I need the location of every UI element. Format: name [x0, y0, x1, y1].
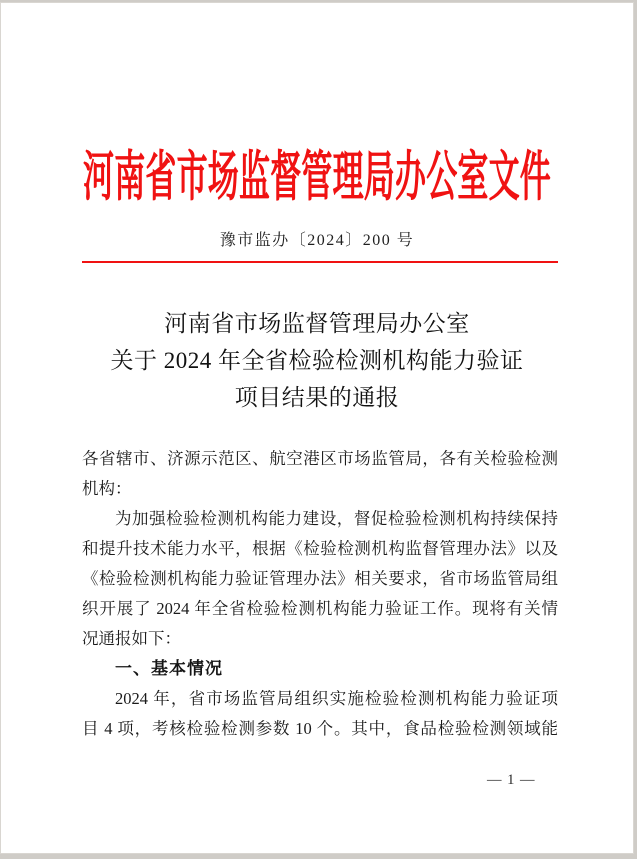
- red-divider-rule: [82, 261, 558, 263]
- document-body: [82, 444, 558, 744]
- document-reference-number: 豫市监办〔2024〕200 号: [219, 232, 415, 249]
- paragraph-line: 目 4 项，考核检验检测参数 10 个。其中，食品检验检测领域能: [82, 719, 558, 738]
- letterhead-banner-title: 河南省市场监督管理局办公室文件: [83, 146, 551, 208]
- document-title-line: 河南省市场监督管理局办公室: [164, 311, 470, 336]
- page-number: — 1 —: [487, 772, 536, 788]
- salutation-line: 机构：: [82, 479, 132, 498]
- paragraph-line: 《检验检测机构能力验证管理办法》相关要求，省市场监管局组: [82, 569, 558, 588]
- section-heading: 一、基本情况: [115, 659, 223, 678]
- document-title-line: 关于 2024 年全省检验检测机构能力验证: [110, 348, 524, 373]
- paragraph-line: 2024 年，省市场监管局组织实施检验检测机构能力验证项: [115, 689, 558, 708]
- paragraph-line: 况通报如下：: [82, 629, 181, 648]
- paragraph-line: 和提升技术能力水平，根据《检验检测机构监督管理办法》以及: [82, 539, 558, 558]
- document-title-line: 项目结果的通报: [234, 385, 400, 410]
- document-title: [1, 305, 633, 416]
- salutation-line: 各省辖市、济源示范区、航空港区市场监管局，各有关检验检测: [82, 449, 558, 468]
- paragraph-line: 为加强检验检测机构能力建设，督促检验检测机构持续保持: [115, 509, 558, 528]
- document-page: [0, 2, 634, 854]
- paragraph-line: 织开展了 2024 年全省检验检测机构能力验证工作。现将有关情: [82, 599, 558, 618]
